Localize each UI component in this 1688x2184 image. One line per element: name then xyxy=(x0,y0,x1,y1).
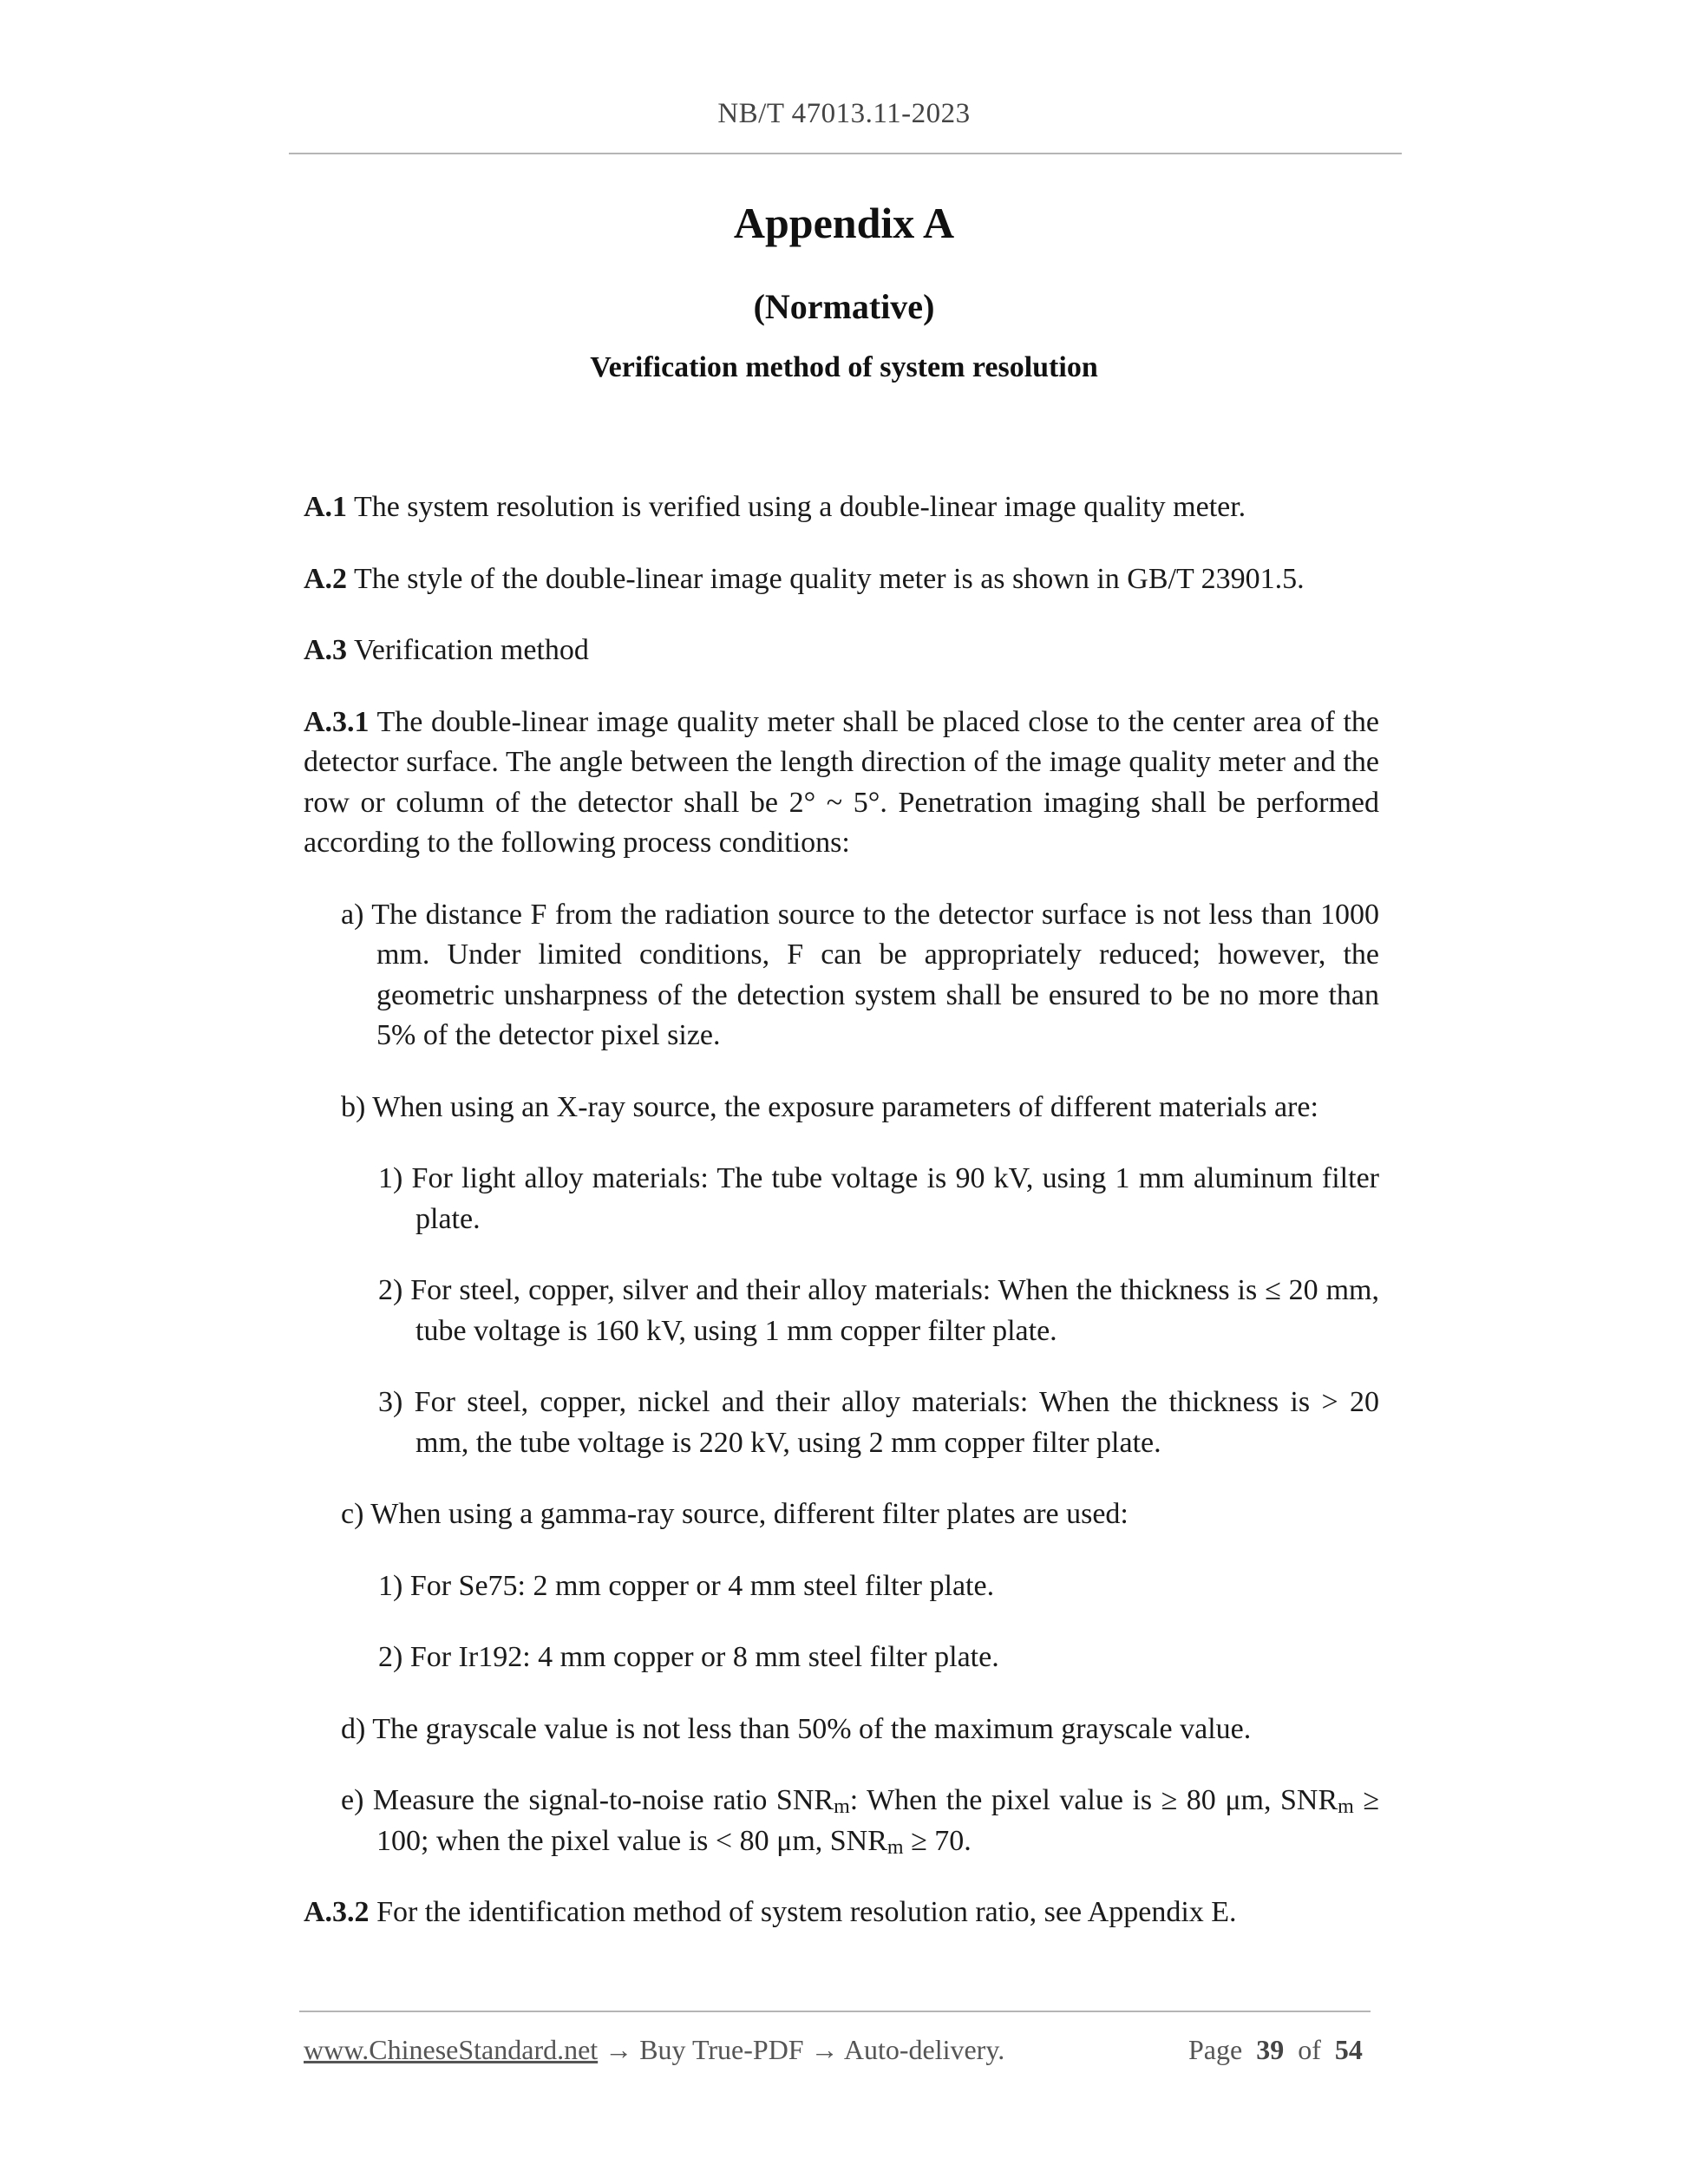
appendix-title: Appendix A xyxy=(733,199,955,247)
clause-text: The style of the double-linear image quality meter is as shown in GB/T 23901.5. xyxy=(347,562,1305,595)
document-code-header: NB/T 47013.11-2023 xyxy=(717,98,971,129)
clause-text: Verification method xyxy=(347,634,589,666)
appendix-subtitle: (Normative) xyxy=(753,287,935,326)
list-item-b2: 2) For steel, copper, silver and their alloy materials: When the thickness is ≤ 20 mm, tube voltage is 160 kV, using 1 mm copper filter plate. xyxy=(378,1274,1379,1347)
clause-a2 xyxy=(304,559,1379,600)
list-item-e xyxy=(341,1781,1379,1861)
item-e-text-2: : When the pixel value is ≥ 80 μm, SNR xyxy=(849,1784,1338,1816)
subscript-m: m xyxy=(834,1795,850,1818)
page-indicator xyxy=(1188,2034,1363,2066)
clause-number: A.3.1 xyxy=(304,705,370,738)
clause-a3-1 xyxy=(304,703,1379,864)
site-link[interactable]: www.ChineseStandard.net xyxy=(304,2034,599,2065)
subscript-m: m xyxy=(887,1835,904,1859)
clause-number: A.1 xyxy=(304,491,348,523)
page-number: 39 xyxy=(1256,2034,1285,2065)
item-e-text-4: ≥ 70. xyxy=(903,1824,972,1857)
list-item-b1: 1) For light alloy materials: The tube voltage is 90 kV, using 1 mm aluminum filter plate. xyxy=(378,1162,1379,1235)
list-item-a: a) The distance F from the radiation source to the detector surface is not less than 1000 mm. Under limited conditions, F can be appropriately reduced; however, the geometric unsharpness of the detection system shall be ensured to be no more than 5% of the detector pixel size. xyxy=(341,898,1379,1051)
page-total: 54 xyxy=(1334,2034,1363,2065)
list-item-c1: 1) For Se75: 2 mm copper or 4 mm steel filter plate. xyxy=(378,1569,995,1602)
item-e-text-1: e) Measure the signal-to-noise ratio SNR xyxy=(341,1784,834,1816)
footer-promo xyxy=(304,2034,1004,2066)
clause-text: The double-linear image quality meter shall be placed close to the center area of the detector surface. The angle between the length direction of the image quality meter and the row or column of the detector shall be 2° ~ 5°. Penetration imaging shall be performed according to the following process conditions: xyxy=(304,705,1379,859)
clause-a3 xyxy=(304,631,1379,671)
clause-number: A.3.2 xyxy=(304,1896,370,1928)
item-e-text-3: ≥ 100; when the pixel value is < 80 μm, SNR xyxy=(376,1784,1379,1857)
clause-text: For the identification method of system resolution ratio, see Appendix E. xyxy=(369,1896,1237,1928)
footer-divider xyxy=(299,2011,1371,2012)
footer-promo-text: → Buy True-PDF → Auto-delivery. xyxy=(598,2034,1005,2065)
list-item-c: c) When using a gamma-ray source, different filter plates are used: xyxy=(341,1498,1129,1530)
appendix-caption: Verification method of system resolution xyxy=(590,351,1098,383)
document-body xyxy=(304,487,1379,1965)
of-label: of xyxy=(1298,2034,1321,2065)
clause-a1 xyxy=(304,487,1379,528)
clause-number: A.2 xyxy=(304,562,348,595)
list-item-b3: 3) For steel, copper, nickel and their alloy materials: When the thickness is > 20 mm, the tube voltage is 220 kV, using 2 mm copper filter plate. xyxy=(378,1386,1379,1459)
clause-text: The system resolution is verified using a double-linear image quality meter. xyxy=(347,491,1246,523)
clause-a3-2 xyxy=(304,1893,1379,1933)
subscript-m: m xyxy=(1338,1795,1354,1818)
list-item-d: d) The grayscale value is not less than 50% of the maximum grayscale value. xyxy=(341,1712,1252,1745)
list-item-c2: 2) For Ir192: 4 mm copper or 8 mm steel filter plate. xyxy=(378,1641,999,1673)
header-divider xyxy=(289,153,1402,154)
page-label: Page xyxy=(1188,2034,1243,2065)
clause-number: A.3 xyxy=(304,634,348,666)
list-item-b: b) When using an X-ray source, the exposure parameters of different materials are: xyxy=(341,1090,1318,1123)
